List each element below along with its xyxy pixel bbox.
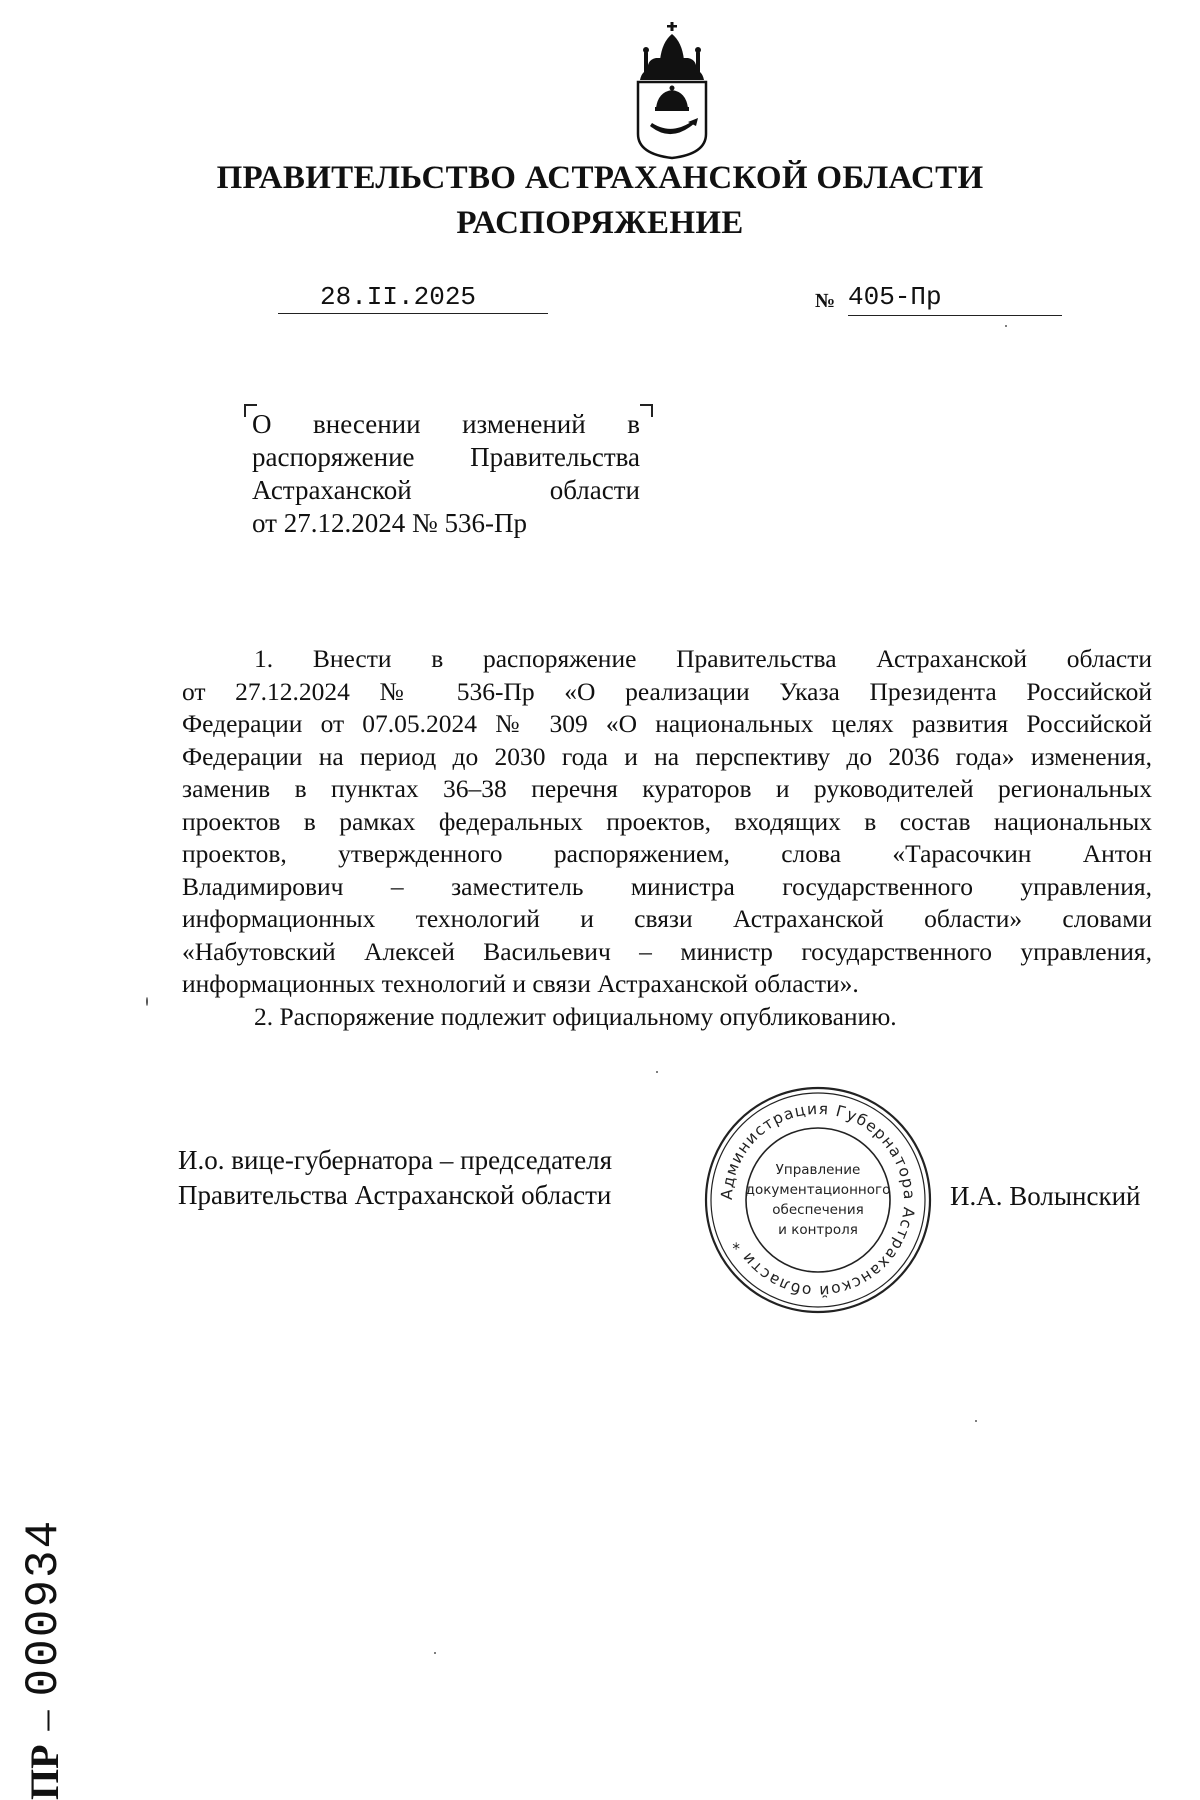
subject-word: изменений (462, 409, 586, 439)
body-line: от 27.12.2024 № 536-Пр «О реализации Указа Президента Российской (182, 676, 1152, 706)
subject-line (252, 474, 640, 507)
body-paragraph-2: 2. Распоряжение подлежит официальному опубликованию. (254, 1001, 897, 1031)
body-line: информационных технологий и связи Астраханской области» словами (182, 904, 1152, 933)
subject-word: области (549, 475, 640, 505)
subject-word: О (252, 409, 272, 439)
stamp-center-line: Управление (775, 1162, 861, 1178)
signer-name: И.А. Волынский (950, 1181, 1141, 1211)
signer-position-line-2: Правительства Астраханской области (178, 1180, 612, 1210)
registration-number (4, 1380, 84, 1800)
subject-word: внесении (313, 409, 421, 439)
subject-word: от 27.12.2024 № 536-Пр (252, 508, 527, 538)
official-stamp (702, 1084, 934, 1316)
stamp-center-line: документационного (745, 1182, 891, 1198)
signer-position-line-1: И.о. вице-губернатора – председателя (178, 1145, 613, 1175)
subject-word: Астраханской (252, 475, 412, 505)
subject-word: Правительства (470, 442, 640, 472)
body-line: проектов в рамках федеральных проектов, входящих в состав национальных (182, 806, 1152, 836)
document-type-title: РАСПОРЯЖЕНИЕ (456, 205, 744, 241)
stamp-ring-text: Администрация Губернатора Астраханской области * (717, 1099, 919, 1301)
coat-of-arms-emblem (632, 22, 712, 160)
body-line: Федерации от 07.05.2024 № 309 «О национальных целях развития Российской (182, 709, 1152, 738)
body-line: Владимирович – заместитель министра государственного управления, (182, 871, 1152, 901)
scan-speck (656, 1071, 658, 1073)
document-date: 28.II.2025 (320, 282, 477, 312)
registration-digits: 000934 (18, 1518, 70, 1697)
body-paragraph-1 (182, 643, 1152, 1001)
body-line: «Набутовский Алексей Васильевич – министр государственного управления, (182, 936, 1152, 966)
scan-speck (434, 1652, 436, 1654)
number-underline (848, 315, 1062, 316)
stamp-center-line: обеспечения (772, 1202, 864, 1218)
document-number: 405-Пр (848, 282, 942, 312)
scan-speck (975, 1420, 977, 1422)
subject-word: распоряжение (252, 442, 415, 472)
registration-prefix: ПР (21, 1744, 67, 1800)
subject-line (252, 408, 640, 441)
svg-text:Администрация Губернатора Астр (718, 1100, 918, 1300)
signer-position (178, 1143, 612, 1213)
scan-speck (146, 997, 148, 1006)
registration-dash: – (21, 1710, 67, 1731)
body-line: 1. Внести в распоряжение Правительства Астраханской области (254, 644, 1152, 673)
number-sign: № (815, 290, 836, 312)
body-line: Федерации на период до 2030 года и на перспективу до 2036 года» изменения, (182, 741, 1152, 771)
subject-word: в (627, 409, 640, 439)
scan-speck (1005, 325, 1007, 327)
document-subject (252, 408, 640, 540)
document-body (182, 643, 1152, 1033)
stamp-center-line: и контроля (778, 1222, 858, 1238)
government-title: ПРАВИТЕЛЬСТВО АСТРАХАНСКОЙ ОБЛАСТИ (216, 160, 984, 196)
body-line: информационных технологий и связи Астраханской области». (182, 969, 859, 998)
subject-line (252, 507, 640, 540)
date-underline (278, 313, 548, 314)
body-line: проектов, утвержденного распоряжением, слова «Тарасочкин Антон (182, 839, 1152, 868)
body-line: заменив в пунктах 36–38 перечня кураторов и руководителей региональных (182, 774, 1152, 803)
subject-line (252, 441, 640, 474)
subject-bracket-right (640, 404, 653, 417)
